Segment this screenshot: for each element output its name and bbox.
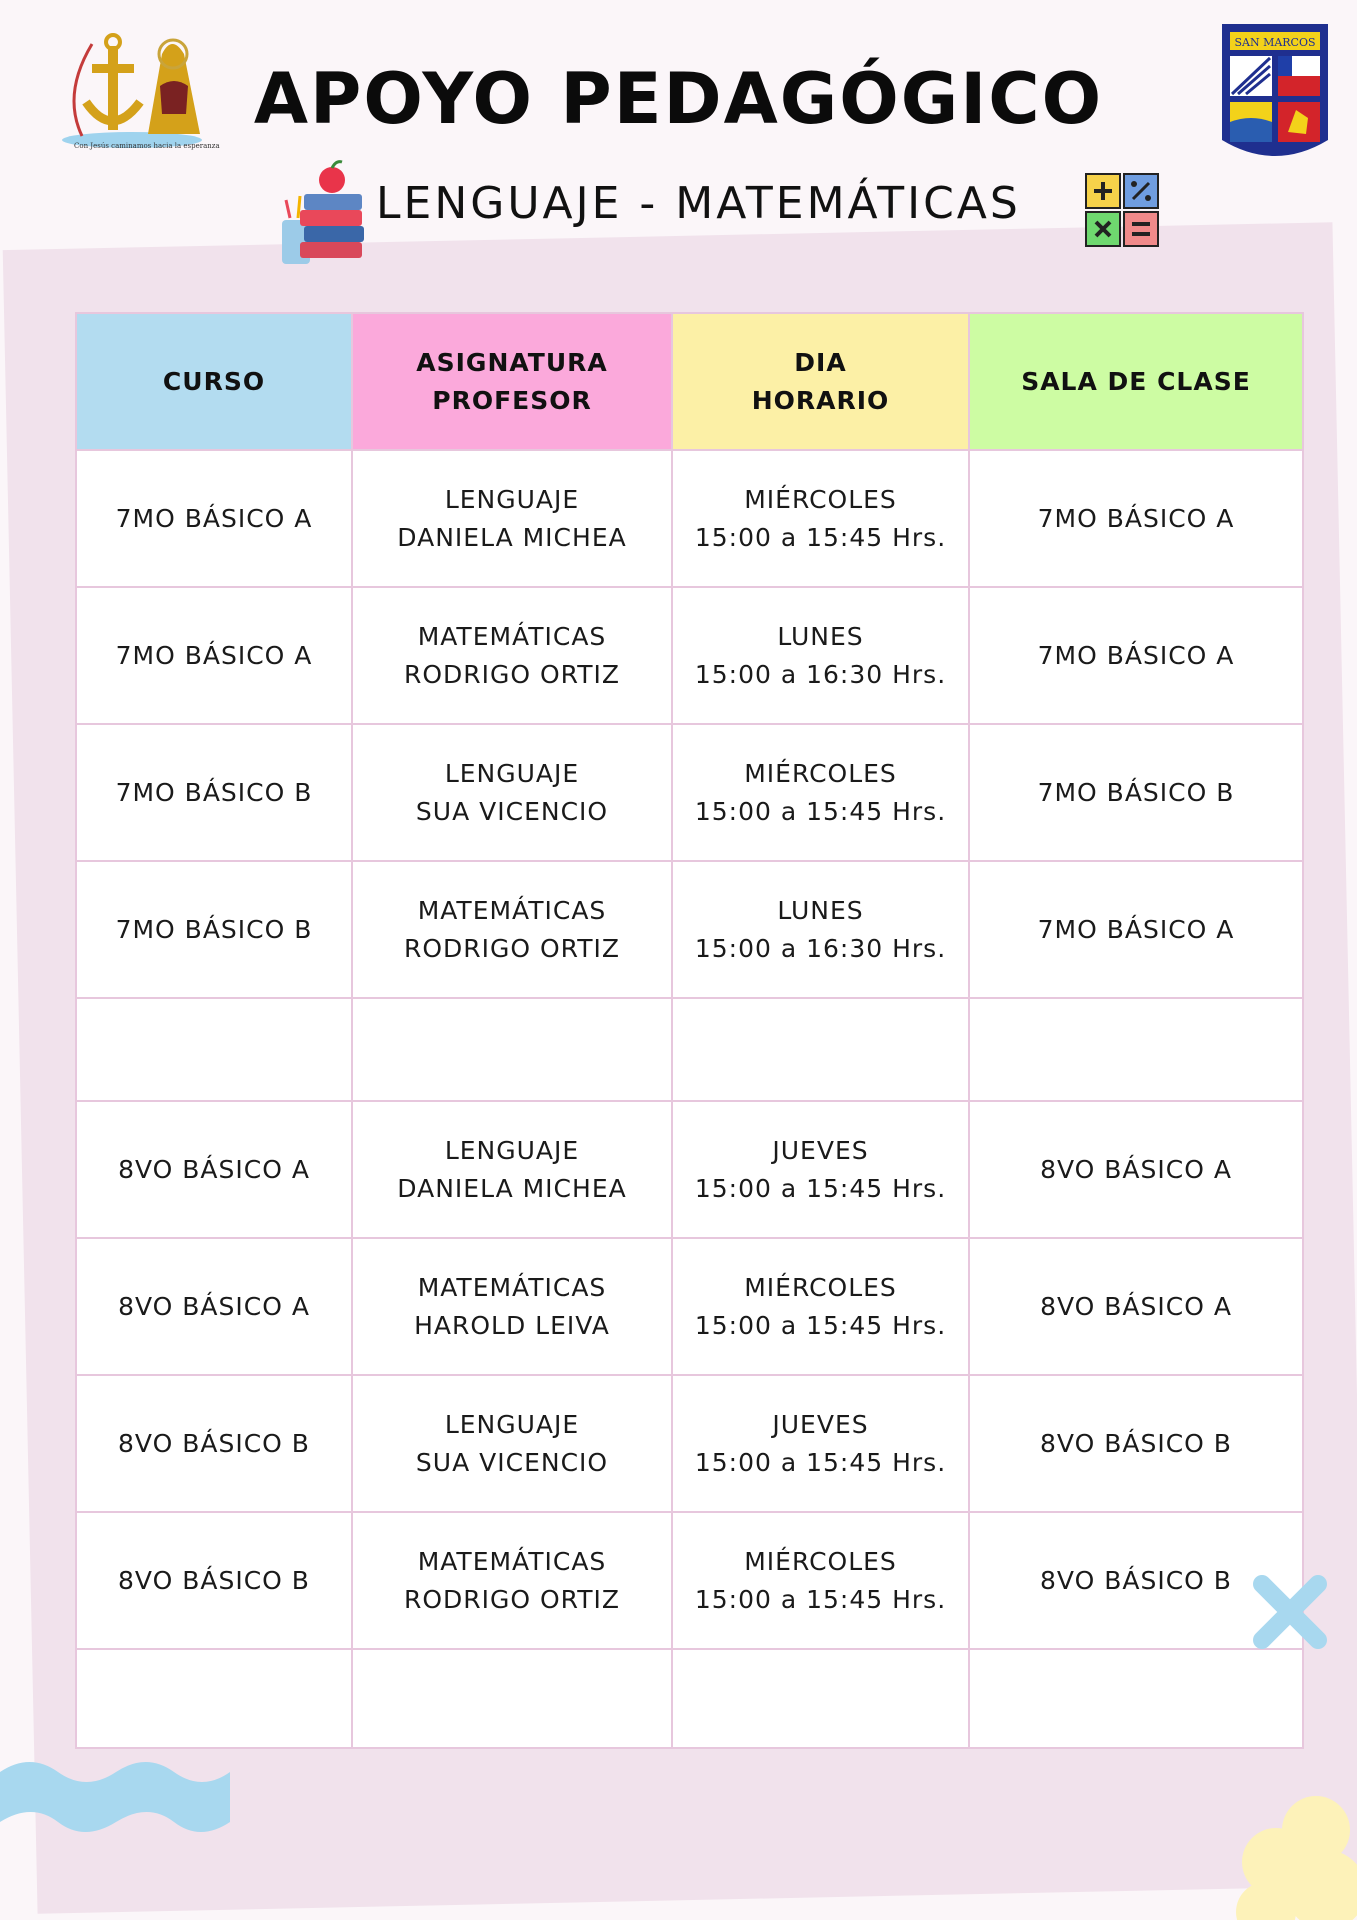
cell-dia-horario: MIÉRCOLES 15:00 a 15:45 Hrs. <box>672 724 969 861</box>
cell-sala: 7MO BÁSICO A <box>969 450 1303 587</box>
books-apple-icon <box>278 158 368 270</box>
page-subtitle: LENGUAJE - MATEMÁTICAS <box>376 178 1021 229</box>
table-spacer-row <box>76 1649 1303 1748</box>
crest-label: SAN MARCOS <box>1234 36 1316 49</box>
cell-curso: 8VO BÁSICO A <box>76 1238 352 1375</box>
table-row <box>76 1512 1303 1649</box>
cell-asignatura-profesor: LENGUAJE DANIELA MICHEA <box>352 1101 672 1238</box>
cell-asignatura-profesor: LENGUAJE DANIELA MICHEA <box>352 450 672 587</box>
wave-decoration-icon <box>0 1752 230 1842</box>
cell-sala: 8VO BÁSICO A <box>969 1101 1303 1238</box>
cell-curso: 7MO BÁSICO A <box>76 450 352 587</box>
table-row <box>76 1238 1303 1375</box>
header-dia-horario: DIA HORARIO <box>672 313 969 450</box>
cell-asignatura-profesor: LENGUAJE SUA VICENCIO <box>352 724 672 861</box>
cell-asignatura-profesor: MATEMÁTICAS RODRIGO ORTIZ <box>352 1512 672 1649</box>
page-title: APOYO PEDAGÓGICO <box>253 58 1104 140</box>
subtitle-row <box>0 158 1357 248</box>
school-logo-motto: Con Jesús caminamos hacia la esperanza <box>74 142 220 150</box>
cell-curso: 7MO BÁSICO A <box>76 587 352 724</box>
cell-curso: 7MO BÁSICO B <box>76 861 352 998</box>
cell-dia-horario: MIÉRCOLES 15:00 a 15:45 Hrs. <box>672 1238 969 1375</box>
flower-decoration-icon <box>1226 1790 1357 1920</box>
cell-dia-horario: MIÉRCOLES 15:00 a 15:45 Hrs. <box>672 450 969 587</box>
cell-asignatura-profesor: MATEMÁTICAS HAROLD LEIVA <box>352 1238 672 1375</box>
table-header-row <box>76 313 1303 450</box>
cell-sala: 7MO BÁSICO A <box>969 861 1303 998</box>
cell-dia-horario: JUEVES 15:00 a 15:45 Hrs. <box>672 1375 969 1512</box>
table-row <box>76 587 1303 724</box>
table-row <box>76 861 1303 998</box>
header-sala: SALA DE CLASE <box>969 313 1303 450</box>
cell-dia-horario: JUEVES 15:00 a 15:45 Hrs. <box>672 1101 969 1238</box>
header-asignatura-profesor: ASIGNATURA PROFESOR <box>352 313 672 450</box>
cell-asignatura-profesor: LENGUAJE SUA VICENCIO <box>352 1375 672 1512</box>
table-row <box>76 1101 1303 1238</box>
cell-dia-horario: MIÉRCOLES 15:00 a 15:45 Hrs. <box>672 1512 969 1649</box>
cell-sala: 8VO BÁSICO B <box>969 1375 1303 1512</box>
cell-sala: 8VO BÁSICO B <box>969 1512 1303 1649</box>
cell-dia-horario: LUNES 15:00 a 16:30 Hrs. <box>672 587 969 724</box>
cell-curso: 8VO BÁSICO A <box>76 1101 352 1238</box>
cell-asignatura-profesor: MATEMÁTICAS RODRIGO ORTIZ <box>352 861 672 998</box>
table-row <box>76 724 1303 861</box>
table-row <box>76 1375 1303 1512</box>
cell-curso: 7MO BÁSICO B <box>76 724 352 861</box>
cell-asignatura-profesor: MATEMÁTICAS RODRIGO ORTIZ <box>352 587 672 724</box>
table-row <box>76 450 1303 587</box>
cell-sala: 8VO BÁSICO A <box>969 1238 1303 1375</box>
cell-sala: 7MO BÁSICO A <box>969 587 1303 724</box>
math-operators-icon <box>1084 172 1160 248</box>
cell-dia-horario: LUNES 15:00 a 16:30 Hrs. <box>672 861 969 998</box>
x-decoration-icon <box>1250 1572 1330 1652</box>
table-spacer-row <box>76 998 1303 1101</box>
schedule-table <box>75 312 1304 1749</box>
header-curso: CURSO <box>76 313 352 450</box>
cell-curso: 8VO BÁSICO B <box>76 1375 352 1512</box>
cell-sala: 7MO BÁSICO B <box>969 724 1303 861</box>
cell-curso: 8VO BÁSICO B <box>76 1512 352 1649</box>
